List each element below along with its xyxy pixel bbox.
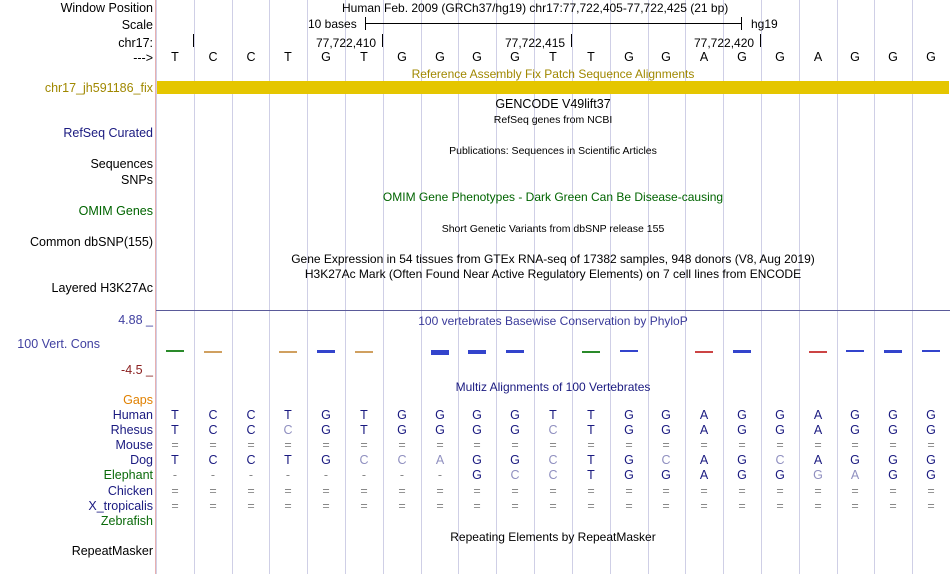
alignment-base: =	[473, 499, 481, 513]
alignment-base: G	[472, 468, 482, 482]
species-label[interactable]: Dog	[130, 453, 153, 467]
alignment-base: C	[246, 423, 256, 437]
alignment-base: =	[171, 499, 179, 513]
cons-bar	[506, 350, 524, 353]
publications-title[interactable]: Publications: Sequences in Scientific Articles	[449, 145, 657, 157]
sequence-base: C	[208, 50, 218, 64]
sequence-base: G	[435, 50, 445, 64]
alignment-base: A	[813, 423, 823, 437]
alignment-base: =	[927, 499, 935, 513]
sequence-base: G	[661, 50, 671, 64]
alignment-base: G	[888, 468, 898, 482]
alignment-base: C	[548, 423, 558, 437]
species-label[interactable]: Chicken	[107, 484, 153, 498]
sequence-base: G	[472, 50, 482, 64]
dbsnp-title[interactable]: Short Genetic Variants from dbSNP release 155	[441, 223, 665, 235]
alignment-base: T	[587, 423, 595, 437]
chrom-label: chr17:	[118, 36, 153, 50]
alignment-base: =	[889, 499, 897, 513]
alignment-base: =	[549, 484, 557, 498]
alignment-base: =	[284, 438, 292, 452]
alignment-base: =	[322, 499, 330, 513]
alignment-base: G	[926, 423, 936, 437]
cons-bar	[279, 351, 297, 353]
species-label[interactable]: Mouse	[115, 438, 153, 452]
alignment-base: A	[699, 423, 709, 437]
h3k27ac-label[interactable]: Layered H3K27Ac	[51, 281, 153, 295]
scale-bar-right-tick	[741, 17, 742, 30]
alignment-base: G	[624, 408, 634, 422]
alignment-base: =	[398, 438, 406, 452]
alignment-base: G	[397, 423, 407, 437]
alignment-base: G	[510, 423, 520, 437]
alignment-base: =	[814, 484, 822, 498]
alignment-base: A	[699, 408, 709, 422]
alignment-base: G	[813, 468, 823, 482]
alignment-base: G	[737, 468, 747, 482]
pos-tick-mark	[571, 34, 572, 47]
alignment-base: T	[284, 408, 292, 422]
alignment-base: =	[662, 499, 670, 513]
alignment-base: =	[171, 438, 179, 452]
scale-label: Scale	[121, 18, 153, 32]
sequence-base: G	[397, 50, 407, 64]
alignment-base: G	[775, 423, 785, 437]
fix-patch-title[interactable]: Reference Assembly Fix Patch Sequence Alignments	[411, 67, 695, 81]
alignment-base: C	[397, 453, 407, 467]
alignment-base: =	[360, 438, 368, 452]
alignment-base: C	[359, 453, 369, 467]
alignment-base: =	[436, 484, 444, 498]
cons-top-rule	[156, 310, 950, 311]
cons-bar	[922, 350, 940, 352]
cons-bar	[884, 350, 902, 353]
alignment-base: -	[361, 468, 367, 482]
window-position-value: Human Feb. 2009 (GRCh37/hg19) chr17:77,722,405-77,722,425 (21 bp)	[342, 1, 729, 15]
alignment-base: =	[247, 438, 255, 452]
alignment-base: =	[700, 499, 708, 513]
alignment-base: G	[737, 453, 747, 467]
alignment-base: =	[360, 499, 368, 513]
alignment-base: =	[436, 499, 444, 513]
alignment-base: T	[171, 408, 179, 422]
alignment-base: =	[398, 499, 406, 513]
cons-min: -4.5 _	[121, 363, 153, 377]
pos-tick-label: 77,722,420	[694, 36, 755, 50]
alignment-base: A	[699, 468, 709, 482]
alignment-base: T	[587, 453, 595, 467]
alignment-base: T	[171, 423, 179, 437]
alignment-base: -	[172, 468, 178, 482]
cons-title[interactable]: 100 vertebrates Basewise Conservation by PhyloP	[418, 314, 688, 328]
alignment-base: =	[247, 499, 255, 513]
alignment-base: =	[436, 438, 444, 452]
alignment-base: =	[851, 484, 859, 498]
repeatmasker-title[interactable]: Repeating Elements by RepeatMasker	[450, 530, 656, 544]
cons-bar	[317, 350, 335, 353]
sequence-base: T	[284, 50, 292, 64]
dbsnp-label[interactable]: Common dbSNP(155)	[30, 235, 153, 249]
alignment-base: G	[661, 468, 671, 482]
alignment-base: =	[398, 484, 406, 498]
alignment-base: =	[549, 499, 557, 513]
alignment-base: C	[661, 453, 671, 467]
alignment-base: =	[776, 438, 784, 452]
alignment-base: =	[549, 438, 557, 452]
omim-title[interactable]: OMIM Gene Phenotypes - Dark Green Can Be Disease-causing	[382, 190, 724, 204]
scale-assembly: hg19	[751, 17, 778, 31]
alignment-base: G	[661, 408, 671, 422]
alignment-base: =	[473, 484, 481, 498]
alignment-base: -	[323, 468, 329, 482]
sequence-base: G	[624, 50, 634, 64]
alignment-base: C	[548, 453, 558, 467]
sequence-base: G	[775, 50, 785, 64]
alignment-base: =	[587, 499, 595, 513]
alignment-base: G	[321, 453, 331, 467]
multiz-title[interactable]: Multiz Alignments of 100 Vertebrates	[455, 380, 651, 394]
gencode-title[interactable]: GENCODE V49lift37	[495, 97, 611, 111]
alignment-base: T	[549, 408, 557, 422]
cons-bar	[620, 350, 638, 352]
alignment-base: C	[246, 453, 256, 467]
sequence-base: A	[699, 50, 709, 64]
alignment-base: =	[587, 484, 595, 498]
alignment-base: T	[360, 408, 368, 422]
alignment-base: =	[284, 484, 292, 498]
sequence-base: G	[321, 50, 331, 64]
alignment-base: G	[737, 423, 747, 437]
sequence-base: A	[813, 50, 823, 64]
alignment-base: =	[738, 499, 746, 513]
label-divider	[155, 0, 156, 574]
scale-text: 10 bases	[308, 17, 357, 31]
alignment-base: =	[700, 438, 708, 452]
alignment-base: C	[510, 468, 520, 482]
cons-bar	[355, 351, 373, 353]
alignment-base: =	[776, 484, 784, 498]
cons-bar	[582, 351, 600, 353]
alignment-base: =	[776, 499, 784, 513]
alignment-base: C	[208, 408, 218, 422]
alignment-base: =	[473, 438, 481, 452]
alignment-base: =	[927, 438, 935, 452]
alignment-base: -	[248, 468, 254, 482]
sequence-base: C	[246, 50, 256, 64]
alignment-base: G	[624, 468, 634, 482]
cons-bar	[809, 351, 827, 353]
pos-tick-start	[193, 34, 194, 47]
species-label[interactable]: Elephant	[103, 468, 153, 482]
alignment-base: G	[397, 408, 407, 422]
alignment-base: -	[285, 468, 291, 482]
sequence-base: T	[549, 50, 557, 64]
alignment-base: C	[208, 453, 218, 467]
alignment-base: =	[587, 438, 595, 452]
alignment-base: =	[209, 438, 217, 452]
pos-tick-label: 77,722,410	[316, 36, 377, 50]
alignment-base: G	[926, 453, 936, 467]
alignment-base: G	[850, 408, 860, 422]
fix-patch-alignment-bar[interactable]	[157, 81, 949, 94]
cons-label[interactable]: 100 Vert. Cons	[17, 337, 100, 351]
cons-bar	[166, 350, 184, 352]
sequence-base: T	[587, 50, 595, 64]
snps-label[interactable]: SNPs	[121, 173, 153, 187]
cons-max: 4.88 _	[118, 313, 153, 327]
fix-patch-label[interactable]: chr17_jh591186_fix	[44, 81, 153, 95]
alignment-base: G	[321, 423, 331, 437]
alignment-base: =	[927, 484, 935, 498]
alignment-base: G	[472, 453, 482, 467]
alignment-base: =	[511, 499, 519, 513]
pos-tick-label: 77,722,415	[505, 36, 566, 50]
alignment-base: C	[548, 468, 558, 482]
alignment-base: =	[625, 499, 633, 513]
alignment-base: =	[322, 438, 330, 452]
sequences-label[interactable]: Sequences	[90, 157, 153, 171]
cons-bar	[846, 350, 864, 352]
gtex-title[interactable]: Gene Expression in 54 tissues from GTEx RNA-seq of 17382 samples, 948 donors (V8, Aug 2019)	[291, 252, 815, 266]
species-label[interactable]: Rhesus	[110, 423, 153, 437]
alignment-base: =	[814, 499, 822, 513]
window-position-label: Window Position	[60, 1, 153, 15]
cons-bar	[431, 350, 449, 355]
alignment-base: =	[511, 484, 519, 498]
alignment-base: =	[738, 438, 746, 452]
alignment-base: C	[246, 408, 256, 422]
alignment-base: =	[625, 438, 633, 452]
alignment-base: C	[775, 453, 785, 467]
alignment-base: =	[209, 499, 217, 513]
alignment-base: =	[851, 499, 859, 513]
scale-bar-left-tick	[365, 17, 366, 30]
alignment-base: C	[283, 423, 293, 437]
alignment-base: =	[511, 438, 519, 452]
alignment-base: G	[321, 408, 331, 422]
species-label[interactable]: Zebrafish	[100, 514, 153, 528]
alignment-base: =	[284, 499, 292, 513]
alignment-base: =	[814, 438, 822, 452]
alignment-base: =	[171, 484, 179, 498]
alignment-base: =	[700, 484, 708, 498]
alignment-base: G	[737, 408, 747, 422]
alignment-base: =	[889, 484, 897, 498]
refseq-title[interactable]: RefSeq genes from NCBI	[493, 114, 613, 126]
alignment-base: =	[322, 484, 330, 498]
alignment-base: -	[399, 468, 405, 482]
alignment-base: G	[850, 423, 860, 437]
sequence-base: G	[510, 50, 520, 64]
alignment-base: G	[775, 408, 785, 422]
alignment-base: G	[888, 408, 898, 422]
h3k27ac-title[interactable]: H3K27Ac Mark (Often Found Near Active Regulatory Elements) on 7 cell lines from ENCODE	[304, 267, 802, 281]
sequence-base: G	[850, 50, 860, 64]
species-label[interactable]: X_tropicalis	[88, 499, 153, 513]
alignment-base: =	[247, 484, 255, 498]
alignment-base: T	[587, 408, 595, 422]
alignment-base: -	[437, 468, 443, 482]
species-label[interactable]: Human	[112, 408, 153, 422]
alignment-base: -	[210, 468, 216, 482]
alignment-base: A	[435, 453, 445, 467]
pos-tick-mark	[382, 34, 383, 47]
cons-bar	[468, 350, 486, 354]
alignment-base: G	[472, 423, 482, 437]
alignment-base: G	[510, 453, 520, 467]
alignment-base: A	[813, 453, 823, 467]
scale-bar	[365, 23, 741, 24]
repeatmasker-label[interactable]: RepeatMasker	[71, 544, 153, 558]
alignment-base: G	[624, 423, 634, 437]
sequence-base: G	[888, 50, 898, 64]
omim-label[interactable]: OMIM Genes	[78, 204, 153, 218]
refseq-label[interactable]: RefSeq Curated	[63, 126, 153, 140]
alignment-base: G	[926, 408, 936, 422]
alignment-base: G	[472, 408, 482, 422]
alignment-base: T	[360, 423, 368, 437]
sequence-base: G	[926, 50, 936, 64]
pos-tick-mark	[760, 34, 761, 47]
gaps-label: Gaps	[123, 393, 153, 407]
alignment-base: G	[435, 408, 445, 422]
sequence-base: T	[171, 50, 179, 64]
alignment-base: =	[738, 484, 746, 498]
alignment-base: =	[662, 438, 670, 452]
alignment-base: A	[699, 453, 709, 467]
alignment-base: G	[624, 453, 634, 467]
alignment-base: G	[888, 423, 898, 437]
alignment-base: A	[850, 468, 860, 482]
sequence-base: T	[360, 50, 368, 64]
alignment-base: =	[625, 484, 633, 498]
alignment-base: =	[662, 484, 670, 498]
alignment-base: T	[587, 468, 595, 482]
cons-bar	[695, 351, 713, 353]
alignment-base: A	[813, 408, 823, 422]
alignment-base: T	[284, 453, 292, 467]
alignment-base: =	[851, 438, 859, 452]
alignment-base: G	[661, 423, 671, 437]
alignment-base: T	[171, 453, 179, 467]
alignment-base: G	[775, 468, 785, 482]
sequence-base: G	[737, 50, 747, 64]
alignment-base: G	[510, 408, 520, 422]
cons-bar	[204, 351, 222, 353]
alignment-base: G	[926, 468, 936, 482]
alignment-base: G	[850, 453, 860, 467]
alignment-base: =	[209, 484, 217, 498]
alignment-base: G	[435, 423, 445, 437]
strand-label: --->	[133, 51, 153, 65]
cons-bar	[733, 350, 751, 353]
alignment-base: =	[360, 484, 368, 498]
alignment-base: =	[889, 438, 897, 452]
alignment-base: G	[888, 453, 898, 467]
alignment-base: C	[208, 423, 218, 437]
